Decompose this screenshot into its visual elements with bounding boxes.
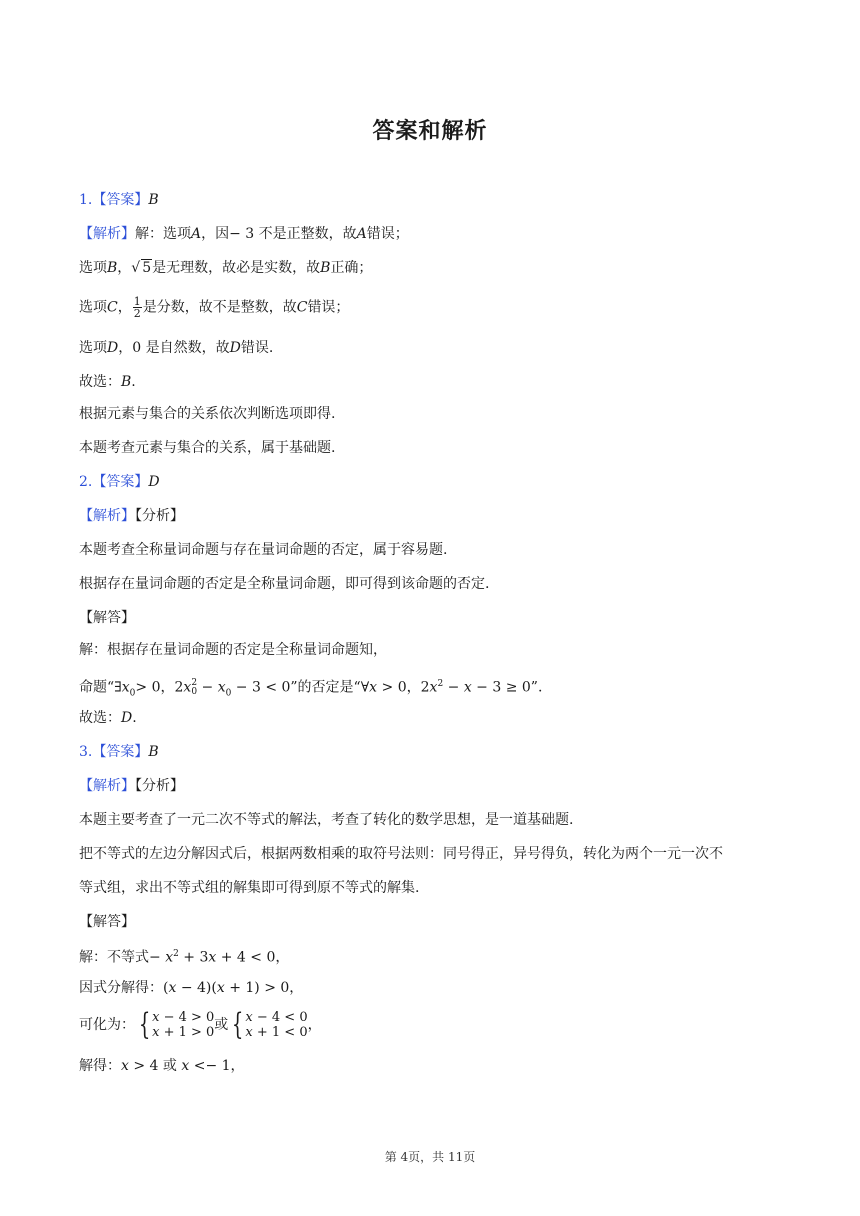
brace-left: {	[232, 1007, 244, 1042]
q2-number: 2.	[79, 474, 93, 490]
text: 选项	[79, 260, 107, 276]
text: ，	[307, 1017, 322, 1033]
math-var: D	[107, 340, 119, 356]
text: <− 1，	[189, 1058, 245, 1074]
math-var: x	[208, 949, 217, 966]
q1-summary: 本题考查元素与集合的关系，属于基础题.	[79, 440, 336, 456]
q3-answer: B	[148, 744, 159, 760]
text: .	[132, 710, 137, 726]
text: 是无理数，故必是实数，故	[152, 260, 321, 276]
q3-answer-line	[79, 742, 159, 762]
text: ，因−	[201, 226, 241, 242]
q1-answer-tag: 【答案】	[92, 192, 149, 208]
fraction	[133, 296, 142, 319]
q3-analysis-2: 把不等式的左边分解因式后，根据两数相乘的取符号法则：同号得正，异号得负，转化为两个一元一次不	[79, 846, 723, 862]
text: −	[197, 679, 218, 696]
text: 是分数，故不是整数，故	[142, 299, 297, 316]
text: 因式分解得：(	[79, 980, 169, 996]
text: 故选：	[79, 710, 121, 726]
q2-fenxi-tag: 【分析】	[135, 508, 184, 524]
q3-jiexi-tag: 【解析】	[79, 778, 135, 794]
fraction-denominator: 2	[133, 307, 141, 320]
text: ，	[117, 260, 132, 276]
math-var: x	[429, 679, 438, 696]
q2-solution-2	[79, 674, 542, 703]
q2-jieda-tag: 【解答】	[79, 610, 135, 626]
text: > 0，2	[377, 679, 430, 696]
math-var: D	[121, 710, 133, 726]
math-var: B	[121, 374, 132, 390]
sup-sub: 2 0	[191, 677, 198, 697]
math-var: D	[229, 340, 241, 356]
text: + 1) > 0，	[224, 980, 304, 996]
q3-number: 3.	[79, 744, 93, 760]
text: − 4)(	[176, 980, 217, 996]
page-footer: 第 4页，共 11页	[384, 1150, 476, 1164]
text: 可化为：	[79, 1017, 135, 1033]
text: 错误；	[307, 299, 350, 316]
q1-jiexi-tag: 【解析】	[79, 226, 135, 242]
q2-answer-tag: 【答案】	[92, 474, 149, 490]
math-var: x	[217, 679, 226, 696]
page-title: 答案和解析	[372, 118, 488, 144]
subscript: 0	[129, 688, 136, 699]
q3-answer-tag: 【答案】	[92, 744, 149, 760]
subscript: 0	[225, 688, 232, 699]
q2-solution-1: 解：根据存在量词命题的否定是全称量词命题知，	[79, 642, 387, 658]
q1-number: 1.	[79, 192, 93, 208]
text: 选项	[79, 340, 107, 356]
math-var: A	[191, 226, 202, 242]
math-var: x	[183, 679, 192, 696]
q2-jiexi-line	[79, 506, 184, 526]
q3-analysis-3: 等式组，求出不等式组的解集即可得到原不等式的解集.	[79, 880, 420, 896]
math-var: x	[121, 679, 130, 696]
sqrt-radicand: 5	[142, 260, 152, 276]
q3-analysis-1: 本题主要考查了一元二次不等式的解法，考查了转化的数学思想，是一道基础题.	[79, 812, 574, 828]
text: ，	[117, 299, 132, 316]
math-var: A	[356, 226, 367, 242]
q3-fenxi-tag: 【分析】	[135, 778, 184, 794]
q1-jiexi-line3	[79, 296, 349, 319]
text: 选项	[79, 299, 107, 316]
math-var: x	[181, 1058, 190, 1074]
q1-jiexi-line4	[79, 338, 273, 358]
sqrt-sign: √	[131, 260, 141, 276]
text: 错误；	[366, 226, 409, 242]
q2-conclusion	[79, 708, 137, 728]
inequality-system-2: x − 4 < 0 x + 1 < 0	[245, 1010, 308, 1040]
text: −	[443, 679, 464, 696]
q3-solution-4	[79, 1056, 245, 1076]
math-var: x	[168, 980, 177, 996]
text: > 4 或	[128, 1058, 182, 1074]
q3-jieda-tag: 【解答】	[79, 914, 135, 930]
text: + 3	[178, 949, 209, 966]
text: − 3 < 0”的否定是“∀	[231, 679, 370, 696]
q2-answer-line	[79, 472, 160, 492]
q3-solution-3	[79, 1008, 322, 1042]
fraction-numerator: 1	[133, 295, 141, 308]
text: − 3 ≥ 0”.	[471, 679, 543, 696]
text: 故选：	[79, 374, 121, 390]
math-var: C	[107, 299, 118, 316]
math-var: x	[216, 980, 225, 996]
inequality-system-1: x − 4 > 0 x + 1 > 0	[152, 1010, 215, 1040]
q2-analysis-2: 根据存在量词命题的否定是全称量词命题，即可得到该命题的否定.	[79, 576, 490, 592]
q3-solution-1	[79, 944, 289, 968]
text: 解得：	[79, 1058, 121, 1074]
text: 命题“∃	[79, 679, 122, 696]
math-var: B	[107, 260, 118, 276]
text: > 0，2	[135, 679, 184, 696]
system-row: + 1 < 0	[252, 1025, 308, 1040]
q1-answer-line	[79, 190, 159, 210]
math-var: x	[463, 679, 472, 696]
system-row: + 1 > 0	[159, 1025, 215, 1040]
superscript: 2	[437, 679, 444, 689]
q1-jiexi-line2	[79, 258, 372, 278]
system-row: − 4 > 0	[159, 1010, 215, 1025]
q1-conclusion	[79, 372, 136, 392]
text: 正确；	[330, 260, 373, 276]
q1-answer: B	[148, 192, 159, 208]
q1-method: 根据元素与集合的关系依次判断选项即得.	[79, 406, 336, 422]
q2-jiexi-tag: 【解析】	[79, 508, 135, 524]
system-row: − 4 < 0	[252, 1010, 308, 1025]
q3-solution-2	[79, 978, 303, 998]
text: 3 不是正整数，故	[240, 226, 357, 242]
q1-jiexi-line1	[79, 224, 409, 244]
text: 错误.	[240, 340, 274, 356]
math-var: B	[320, 260, 331, 276]
q3-jiexi-line	[79, 776, 184, 796]
math-var: x	[121, 1058, 129, 1074]
text: ，0 是自然数，故	[118, 340, 230, 356]
text: 解：选项	[135, 226, 191, 242]
text: 或	[214, 1017, 229, 1033]
math-var: x	[165, 949, 174, 966]
brace-left: {	[138, 1007, 151, 1042]
text: .	[131, 374, 136, 390]
math-var: x	[369, 679, 378, 696]
math-var: C	[296, 299, 308, 316]
text: + 4 < 0，	[216, 949, 290, 966]
q2-answer: D	[148, 474, 160, 490]
text: 解：不等式−	[79, 949, 166, 966]
superscript: 2	[173, 949, 179, 959]
q2-analysis-1: 本题考查全称量词命题与存在量词命题的否定，属于容易题.	[79, 542, 448, 558]
